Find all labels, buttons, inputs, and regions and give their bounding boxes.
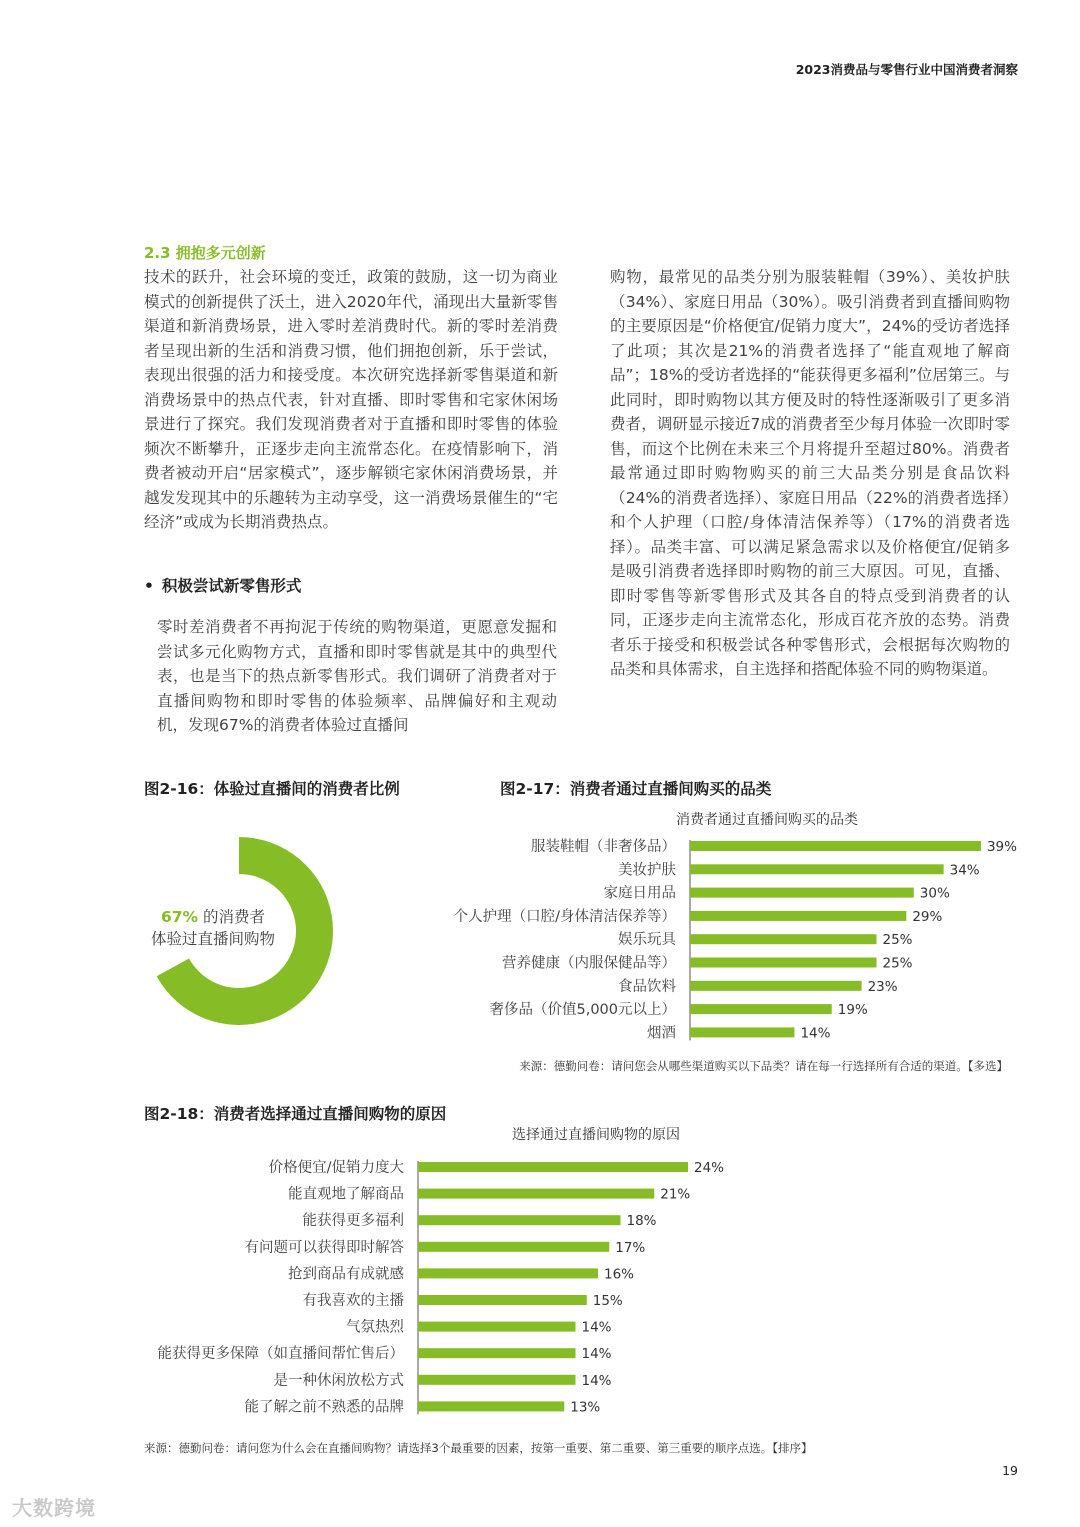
page-number: 19	[1002, 1463, 1018, 1478]
bar	[418, 1189, 654, 1199]
bar	[418, 1295, 587, 1305]
figure-18-subtitle: 选择通过直播间购物的原因	[512, 1127, 680, 1143]
bar-value-label: 13%	[570, 1399, 601, 1416]
figure-18-bar-chart	[0, 1155, 1080, 1425]
bar	[418, 1322, 576, 1332]
bar	[690, 981, 862, 991]
bar-value-label: 34%	[949, 862, 980, 879]
bar-category-label: 能了解之前不熟悉的品牌	[244, 1399, 404, 1416]
bar-category-label: 烟酒	[647, 1025, 676, 1042]
bar-value-label: 14%	[800, 1025, 831, 1042]
figure-17-bar-chart	[0, 834, 1080, 1044]
bar-category-label: 奢侈品（价值5,000元以上）	[489, 1002, 676, 1019]
bar	[418, 1162, 688, 1172]
figure-17-source: 来源：德勤问卷：请问您会从哪些渠道购买以下品类？请在每一行选择所有合适的渠道。【多选】	[519, 1059, 1008, 1073]
bar-value-label: 24%	[694, 1160, 725, 1176]
bar-value-label: 14%	[581, 1372, 612, 1389]
bar-value-label: 30%	[919, 885, 950, 902]
body-paragraph-left-2: 零时差消费者不再拘泥于传统的购物渠道，更愿意发掘和尝试多元化购物方式，直播和即时零售就是其中的典型代表，也是当下的热点新零售形式。我们调研了消费者对于直播间购物和即时零售的体验频率、品牌偏好和主观动机，发现67%的消费者体验过直播间	[157, 618, 557, 734]
figure-16-percent: 67%	[160, 908, 199, 926]
bar-category-label: 能直观地了解商品	[288, 1186, 404, 1203]
figure-16-label-line1: 的消费者	[198, 908, 266, 926]
figure-17-title: 图2-17：消费者通过直播间购买的品类	[500, 780, 772, 798]
bar-value-label: 14%	[581, 1346, 612, 1363]
bar-value-label: 21%	[660, 1186, 691, 1203]
bar	[690, 958, 877, 968]
bar-category-label: 价格便宜/促销力度大	[268, 1160, 404, 1176]
bar	[418, 1268, 598, 1278]
bar-value-label: 25%	[882, 932, 913, 949]
bar-value-label: 29%	[912, 908, 943, 925]
bar	[690, 1027, 794, 1037]
bar	[418, 1348, 576, 1358]
bar	[690, 934, 877, 944]
bar-category-label: 能获得更多保障（如直播间帮忙售后）	[157, 1346, 404, 1363]
bar-value-label: 19%	[837, 1002, 868, 1019]
bar-value-label: 14%	[581, 1319, 612, 1336]
bar-category-label: 服装鞋帽（非奢侈品）	[531, 839, 676, 855]
bar-category-label: 能获得更多福利	[302, 1213, 404, 1230]
bar	[690, 888, 914, 898]
watermark-logo: 大数跨境	[12, 1496, 96, 1520]
bar-category-label: 家庭日用品	[603, 885, 676, 902]
section-heading: 2.3 拥抱多元创新	[144, 244, 266, 262]
bar-category-label: 食品饮料	[618, 978, 676, 995]
bar-value-label: 16%	[604, 1266, 635, 1283]
bar	[690, 841, 981, 851]
bar-value-label: 17%	[615, 1239, 646, 1256]
bar-category-label: 有问题可以获得即时解答	[244, 1239, 404, 1256]
figure-18-title: 图2-18：消费者选择通过直播间购物的原因	[144, 1105, 447, 1123]
bar-category-label: 抢到商品有成就感	[288, 1266, 404, 1283]
figure-16-title: 图2-16：体验过直播间的消费者比例	[144, 780, 400, 798]
body-paragraph-right: 购物，最常见的品类分别为服装鞋帽（39%）、美妆护肤（34%）、家庭日用品（30%）。吸引消费者到直播间购物的主要原因是“价格便宜/促销力度大”，24%的受访者选择了此项；其次是21%的消费者选择了“能直观地了解商品”；18%的受访者选择的“能获得更多福利”位居第三。与此同时，即时购物以其方便及时的特性逐渐吸引了更多消费者，调研显示接近7成的消费者至少每月体验一次即时零售，而这个比例在未来三个月将提升至超过80%。消费者最常通过即时购物购买的前三大品类分别是食品饮料（24%的消费者选择）、家庭日用品（22%的消费者选择）和个人护理（口腔/身体清洁保养等）（17%的消费者选择）。品类丰富、可以满足紧急需求以及价格便宜/促销多是吸引消费者选择即时购物的前三大原因。可见，直播、即时零售等新零售形式及其各自的特点受到消费者的认同，正逐步走向主流常态化，形成百花齐放的态势。消费者乐于接受和积极尝试各种零售形式，会根据每次购物的品类和具体需求，自主选择和搭配体验不同的购物渠道。	[610, 268, 1010, 678]
bar-category-label: 是一种休闲放松方式	[273, 1372, 404, 1389]
bar-category-label: 有我喜欢的主播	[302, 1293, 404, 1309]
bar-category-label: 个人护理（口腔/身体清洁保养等）	[453, 908, 676, 925]
bar-value-label: 25%	[882, 955, 913, 972]
bar	[418, 1242, 609, 1252]
bar	[418, 1401, 564, 1411]
bar-category-label: 气氛热烈	[346, 1319, 404, 1336]
bar	[690, 911, 906, 921]
bar-category-label: 营养健康（内服保健品等）	[502, 955, 676, 972]
bar	[418, 1375, 576, 1385]
bar-value-label: 39%	[986, 839, 1017, 855]
bar-category-label: 美妆护肤	[618, 862, 676, 879]
bullet-heading-text: 积极尝试新零售形式	[161, 577, 302, 595]
bar-value-label: 18%	[626, 1213, 657, 1230]
bar	[690, 1004, 832, 1014]
bar-value-label: 23%	[867, 978, 898, 995]
figure-16-label-line2: 体验过直播间购物	[150, 930, 275, 948]
figure-17-subtitle: 消费者通过直播间购买的品类	[676, 812, 858, 828]
bar	[690, 864, 944, 874]
report-header-title: 2023消费品与零售行业中国消费者洞察	[795, 62, 1018, 77]
bullet-heading	[144, 574, 301, 596]
bar	[418, 1215, 621, 1225]
bar-value-label: 15%	[592, 1293, 623, 1309]
figure-18-source: 来源：德勤问卷：请问您为什么会在直播间购物？请选择3个最重要的因素，按第一重要、第二重要、第三重要的顺序点选。【排序】	[144, 1441, 813, 1455]
bullet-dot-icon: •	[144, 577, 154, 595]
bar-category-label: 娱乐玩具	[618, 932, 676, 949]
body-paragraph-left-1: 技术的跃升，社会环境的变迁，政策的鼓励，这一切为商业模式的创新提供了沃土，进入2020年代，涌现出大量新零售渠道和新消费场景，进入零时差消费时代。新的零时差消费者呈现出新的生活和消费习惯，他们拥抱创新，乐于尝试，表现出很强的活力和接受度。本次研究选择新零售渠道和新消费场景中的热点代表，针对直播、即时零售和宅家休闲场景进行了探究。我们发现消费者对于直播和即时零售的体验频次不断攀升，正逐步走向主流常态化。在疫情影响下，消费者被动开启“居家模式”，逐步解锁宅家休闲消费场景，并越发发现其中的乐趣转为主动享受，这一消费场景催生的“宅经济”或成为长期消费热点。	[144, 268, 558, 531]
